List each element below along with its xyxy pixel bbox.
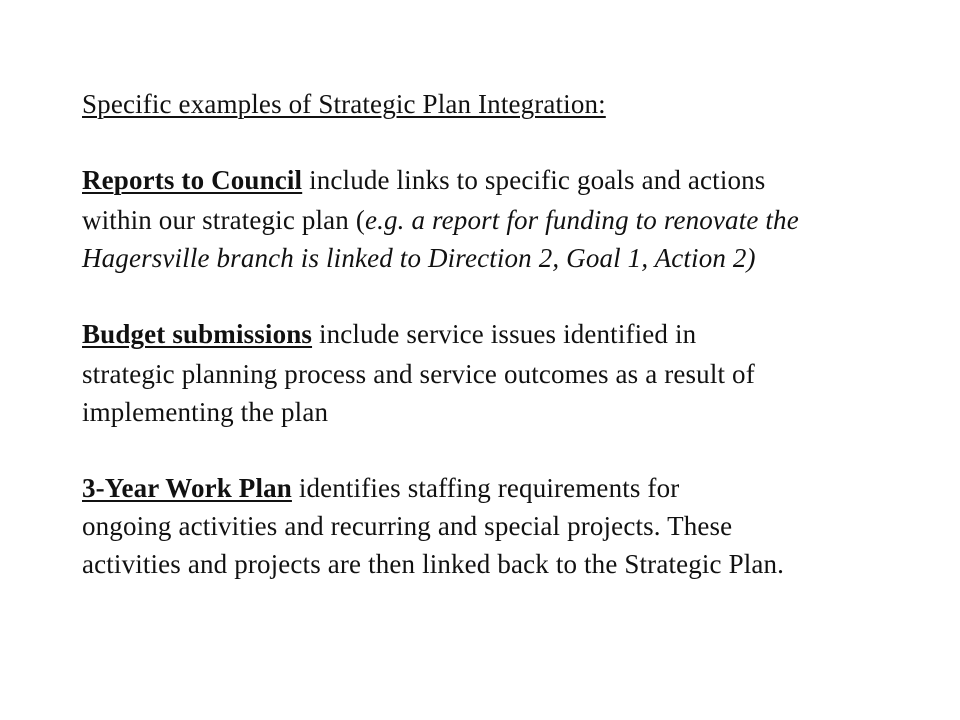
workplan-paragraph-line-2: ongoing activities and recurring and special projects. These: [82, 511, 733, 541]
budget-paragraph-line-3: implementing the plan: [82, 397, 329, 427]
budget-paragraph-line-1: [82, 318, 696, 350]
workplan-paragraph-line-1: [82, 472, 679, 504]
reports-paragraph-line-2: [82, 204, 799, 236]
budget-line1-text: include service issues identified in: [312, 319, 697, 349]
reports-paragraph-line-3: Hagersville branch is linked to Direction 2, Goal 1, Action 2): [82, 243, 756, 273]
reports-line2-italic: e.g. a report for funding to renovate the: [364, 205, 799, 235]
workplan-line1-text: identifies staffing requirements for: [291, 473, 680, 503]
reports-line1-text: include links to specific goals and actions: [302, 165, 766, 195]
reports-label: Reports to Council: [82, 165, 303, 195]
heading: Specific examples of Strategic Plan Integration:: [82, 89, 606, 119]
workplan-label: 3-Year Work Plan: [82, 473, 292, 503]
workplan-paragraph-line-3: activities and projects are then linked back to the Strategic Plan.: [82, 549, 785, 579]
reports-paragraph-line-1: [82, 164, 765, 196]
budget-paragraph-line-2: strategic planning process and service outcomes as a result of: [82, 359, 755, 389]
budget-label: Budget submissions: [82, 319, 313, 349]
reports-line2-text: within our strategic plan (: [82, 205, 365, 235]
